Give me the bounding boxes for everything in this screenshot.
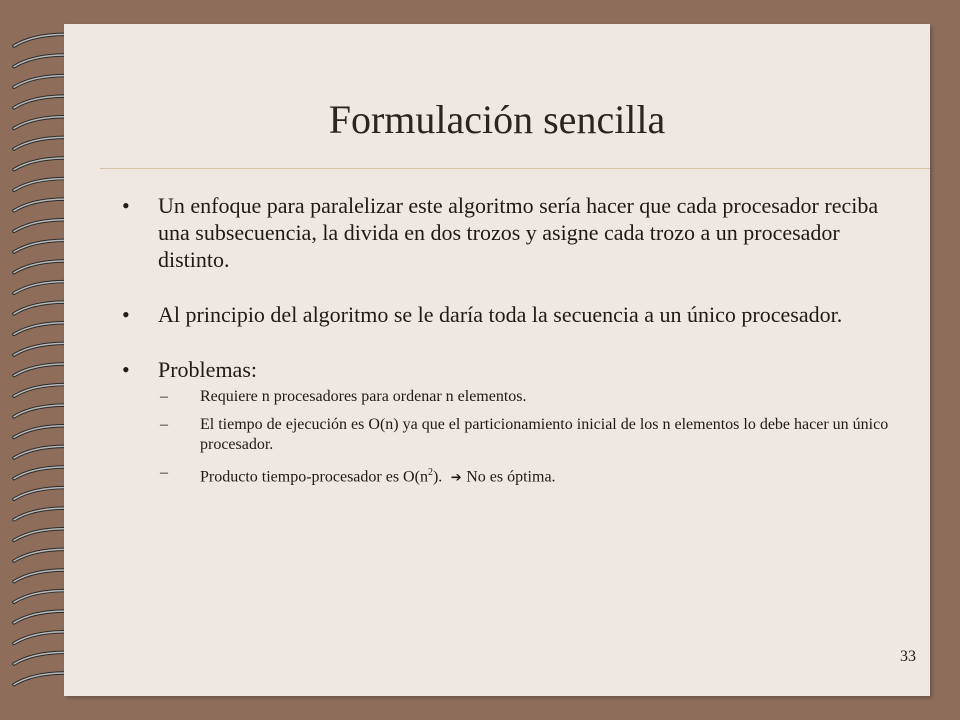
sub-item-text-post: ). [432, 468, 443, 486]
sub-item [158, 415, 910, 455]
bullet-item [120, 192, 910, 273]
right-arrow-icon: ➔ [446, 470, 467, 486]
sub-item-text: Requiere n procesadores para ordenar n elementos. [200, 388, 527, 405]
slide-content [120, 192, 910, 496]
bullet-text: Problemas: [158, 357, 257, 382]
bullet-item [120, 301, 910, 328]
sub-item [158, 387, 910, 407]
bullet-text: Al principio del algoritmo se le daría toda la secuencia a un único procesador. [158, 302, 843, 327]
dash-icon: – [160, 388, 168, 405]
bullet-icon: • [122, 193, 130, 218]
problems-list [158, 387, 910, 488]
page-number: 33 [900, 648, 916, 665]
dash-icon: – [160, 416, 168, 433]
sub-item [158, 463, 910, 488]
bullet-item-problems [120, 356, 910, 488]
sub-item-text-pre: Producto tiempo-procesador es O(n [200, 468, 428, 486]
title-divider [100, 168, 930, 169]
bullet-icon: • [122, 302, 130, 327]
slide-page [64, 24, 930, 696]
superscript: 2 [427, 467, 433, 478]
dash-icon: – [160, 464, 168, 481]
sub-item-text: El tiempo de ejecución es O(n) ya que el particionamiento inicial de los n elementos lo debe hacer un único procesador. [200, 416, 889, 453]
bullet-text: Un enfoque para paralelizar este algoritmo sería hacer que cada procesador reciba una subsecuencia, la divida en dos trozos y asigne cada trozo a un procesador distinto. [158, 193, 879, 272]
bullet-icon: • [122, 357, 130, 382]
slide-title: Formulación sencilla [328, 97, 666, 142]
sub-item-conclusion: No es óptima. [466, 468, 556, 486]
